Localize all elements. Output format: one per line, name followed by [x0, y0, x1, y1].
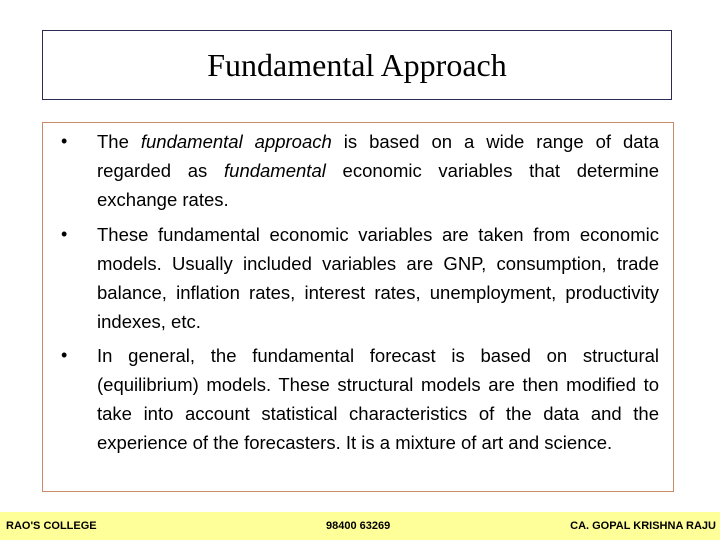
bullet-text-3: In general, the fundamental forecast is based on structural (equilibrium) models. These structural models are then modified to take into account statistical characteristics of the data and the experience of the forecasters. It is a mixture of art and science.: [97, 345, 659, 453]
footer-college: RAO'S COLLEGE: [6, 520, 97, 532]
bullet-icon: •: [61, 224, 68, 244]
bullet-1-italic-a: fundamental approach: [140, 131, 332, 152]
bullet-icon: •: [61, 131, 68, 151]
bullet-1-italic-b: fundamental: [224, 160, 326, 181]
bullet-1-text-c: economic variables that determine exchange rates.: [97, 160, 659, 210]
bullet-icon: •: [61, 345, 68, 365]
footer-author: CA. GOPAL KRISHNA RAJU: [570, 520, 716, 532]
content-box: [42, 122, 674, 492]
title-box: [42, 30, 672, 100]
bullet-1-text-b: is based on a wide range of data regarded as: [97, 131, 659, 181]
footer-phone: 98400 63269: [326, 520, 391, 532]
bullet-text-2: These fundamental economic variables are taken from economic models. Usually included variables are GNP, consumption, trade balance, inflation rates, interest rates, unemployment, productivity indexes, etc.: [97, 224, 659, 332]
bullet-text-1: [97, 127, 659, 214]
bullet-1-text-a: The: [97, 131, 141, 152]
footer-bar: [0, 512, 720, 540]
slide-title: Fundamental Approach: [207, 46, 507, 83]
